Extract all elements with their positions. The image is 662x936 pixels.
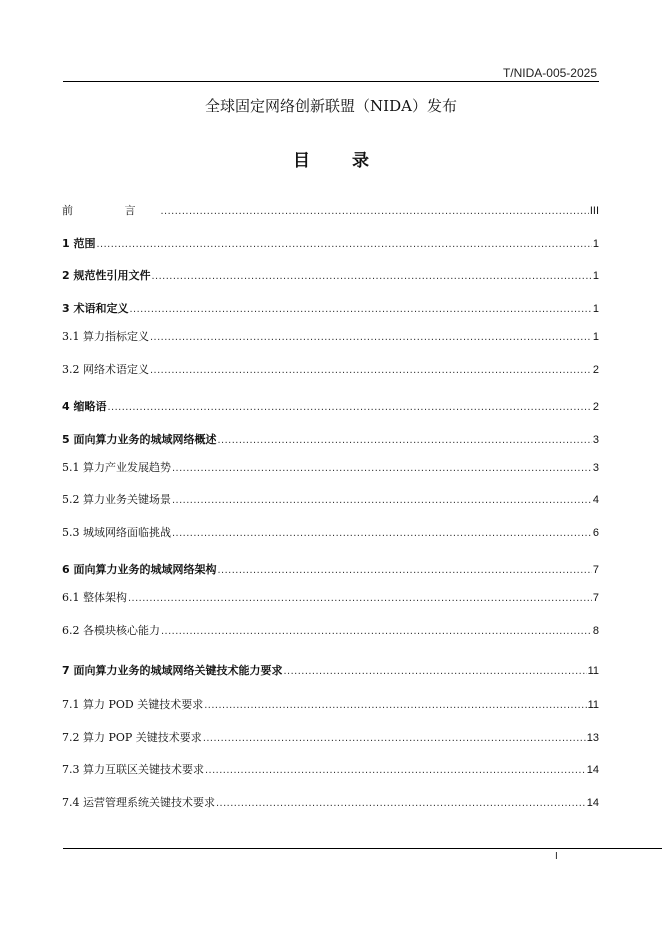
leader-dots — [161, 205, 589, 217]
toc-entry-label: 5 面向算力业务的城域网络概述 — [62, 433, 217, 446]
toc-entry-3[interactable] — [62, 300, 599, 316]
toc-entry-page: 7 — [592, 564, 599, 576]
toc-entry-label: 前 言 — [62, 204, 160, 217]
toc-entry-page: 13 — [586, 732, 599, 744]
leader-dots — [283, 665, 586, 677]
toc-entry-2[interactable] — [62, 267, 599, 283]
footer-rule — [63, 848, 662, 849]
toc-entry-page: 2 — [592, 401, 599, 413]
toc-entry-label: 3.2 网络术语定义 — [62, 363, 149, 376]
toc-entry-label: 3.1 算力指标定义 — [62, 330, 149, 343]
toc-entry-page: 1 — [592, 303, 599, 315]
toc-entry-7-1[interactable] — [62, 696, 599, 712]
toc-entry-page: 3 — [592, 434, 599, 446]
toc-entry-7-4[interactable] — [62, 794, 599, 810]
toc-entry-7-2[interactable] — [62, 729, 599, 745]
toc-entry-3-1[interactable] — [62, 328, 599, 344]
leader-dots — [172, 494, 592, 506]
toc-entry-page: 1 — [592, 331, 599, 343]
toc-entry-label: 2 规范性引用文件 — [62, 269, 151, 282]
toc-entry-page: 11 — [587, 665, 599, 677]
leader-dots — [217, 434, 591, 446]
leader-dots — [203, 732, 586, 744]
publisher-line: 全球固定网络创新联盟（NIDA）发布 — [205, 97, 457, 115]
toc-entry-5-2[interactable] — [62, 491, 599, 507]
leader-dots — [150, 364, 592, 376]
toc-entry-page: 4 — [592, 494, 599, 506]
toc-entry-page: III — [589, 205, 599, 217]
toc-entry-page: 1 — [592, 270, 599, 282]
toc-entry-page: 1 — [592, 238, 599, 250]
toc-entry-label: 6.1 整体架构 — [62, 591, 127, 604]
toc-entry-label: 5.1 算力产业发展趋势 — [62, 461, 171, 474]
toc-entry-label: 6.2 各模块核心能力 — [62, 624, 160, 637]
leader-dots — [128, 592, 592, 604]
toc-entry-label: 7.4 运营管理系统关键技术要求 — [62, 796, 215, 809]
leader-dots — [161, 625, 592, 637]
toc-entry-label: 4 缩略语 — [62, 400, 107, 413]
toc-entry-1[interactable] — [62, 235, 599, 251]
leader-dots — [205, 764, 586, 776]
leader-dots — [217, 564, 591, 576]
toc-entry-label: 3 术语和定义 — [62, 302, 129, 315]
toc-entry-page: 3 — [592, 462, 599, 474]
toc-entry-5[interactable] — [62, 431, 599, 447]
toc-entry-page: 14 — [586, 764, 599, 776]
leader-dots — [216, 797, 586, 809]
toc-entry-label: 6 面向算力业务的城域网络架构 — [62, 563, 217, 576]
toc-entry-6-1[interactable] — [62, 589, 599, 605]
toc-entry-7[interactable] — [62, 662, 599, 678]
toc-entry-3-2[interactable] — [62, 361, 599, 377]
toc-entry-7-3[interactable] — [62, 761, 599, 777]
document-code: T/NIDA-005-2025 — [502, 66, 597, 80]
leader-dots — [204, 699, 586, 711]
header-rule — [63, 81, 599, 82]
toc-entry-page: 11 — [587, 699, 599, 711]
leader-dots — [172, 527, 592, 539]
footer-page-number: I — [555, 851, 558, 862]
toc-entry-page: 14 — [586, 797, 599, 809]
leader-dots — [96, 238, 591, 250]
toc-entry-page: 8 — [592, 625, 599, 637]
toc-entry-page: 6 — [592, 527, 599, 539]
toc-entry-page: 2 — [592, 364, 599, 376]
toc-entry-label: 7 面向算力业务的城域网络关键技术能力要求 — [62, 664, 283, 677]
leader-dots — [107, 401, 591, 413]
toc-title: 目 录 — [293, 151, 387, 171]
toc-entry-label: 7.2 算力 POP 关键技术要求 — [62, 731, 202, 744]
toc-entry-page: 7 — [592, 592, 599, 604]
toc-entry-preface[interactable] — [62, 202, 599, 218]
toc-entry-label: 5.3 城域网络面临挑战 — [62, 526, 171, 539]
toc-entry-label: 7.1 算力 POD 关键技术要求 — [62, 698, 204, 711]
toc-entry-label: 1 范围 — [62, 237, 96, 250]
toc-entry-label: 5.2 算力业务关键场景 — [62, 493, 171, 506]
leader-dots — [150, 331, 592, 343]
leader-dots — [129, 303, 591, 315]
toc-entry-6-2[interactable] — [62, 622, 599, 638]
toc-entry-4[interactable] — [62, 398, 599, 414]
toc-entry-label: 7.3 算力互联区关键技术要求 — [62, 763, 204, 776]
leader-dots — [151, 270, 591, 282]
toc-entry-5-1[interactable] — [62, 459, 599, 475]
toc-entry-6[interactable] — [62, 561, 599, 577]
leader-dots — [172, 462, 592, 474]
toc-entry-5-3[interactable] — [62, 524, 599, 540]
